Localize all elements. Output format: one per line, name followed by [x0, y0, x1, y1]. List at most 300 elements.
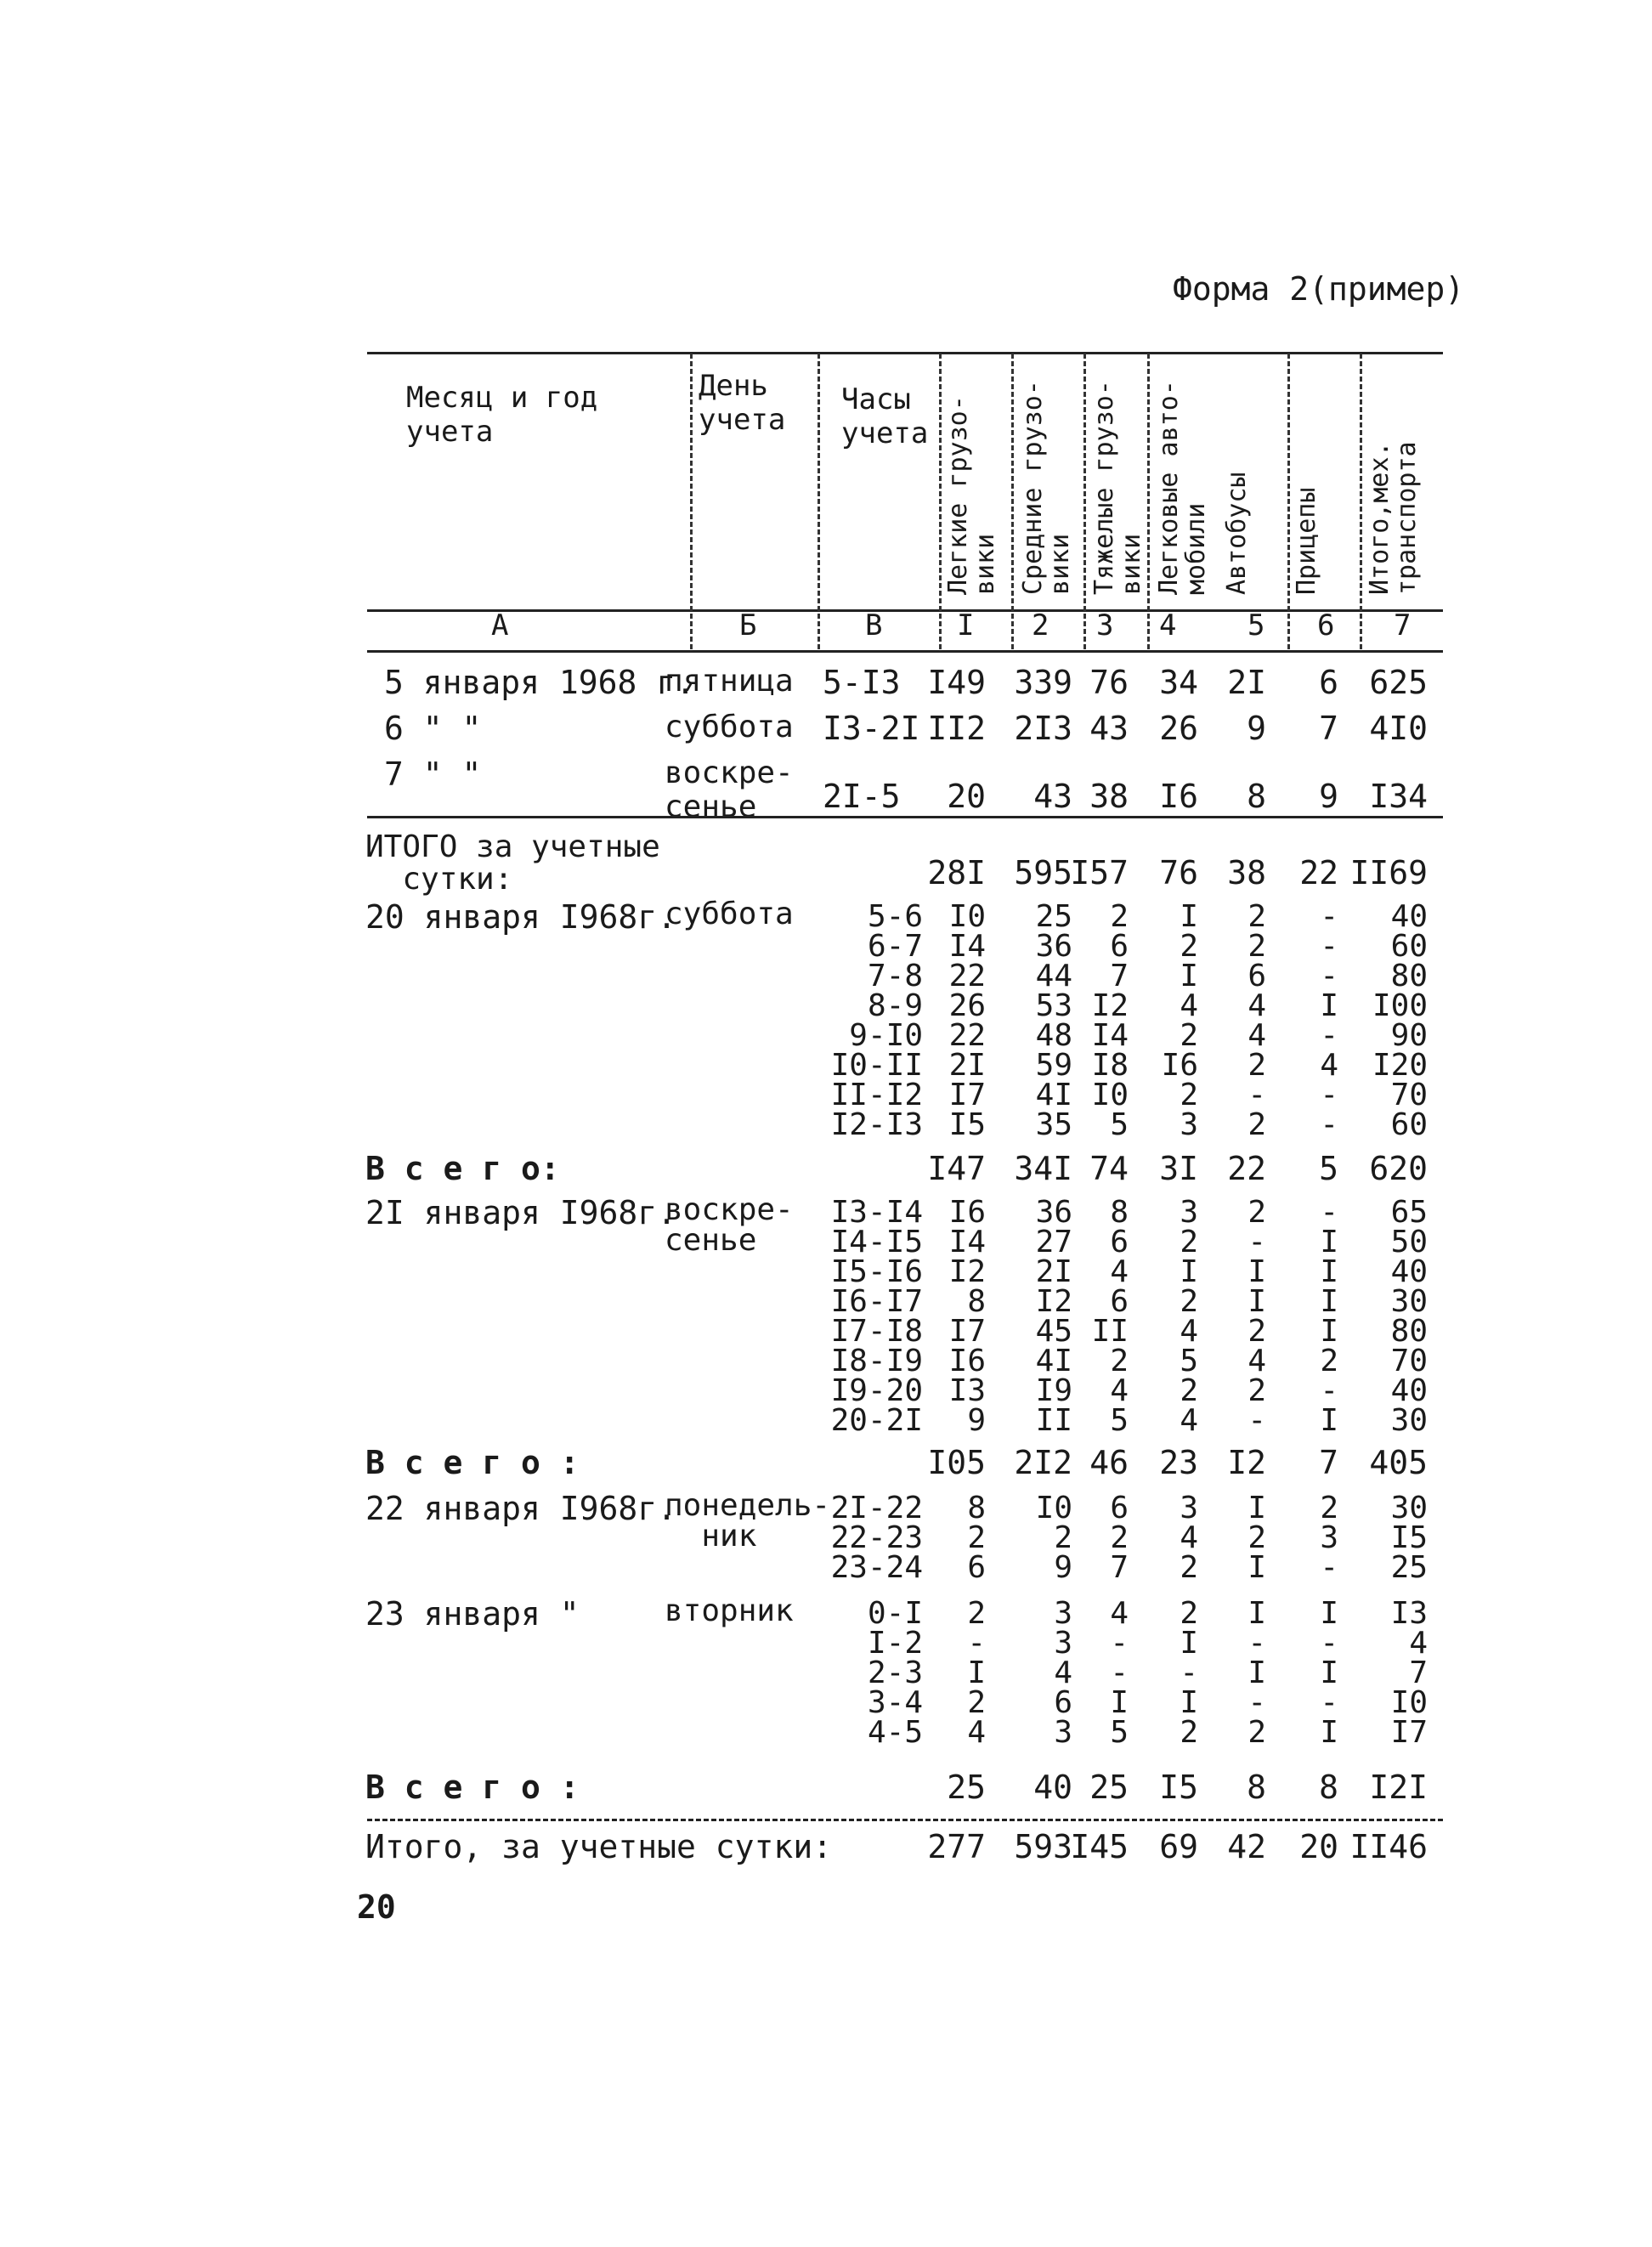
header-month-year: Месяц и год учета: [406, 381, 598, 449]
block-cell: 40: [1390, 1254, 1428, 1289]
section1-total-col-7: II69: [1349, 854, 1428, 891]
block-cell: 8: [967, 1284, 986, 1319]
column-letter: В: [865, 608, 883, 642]
block-cell: 4: [1054, 1656, 1072, 1690]
block-cell: I: [1110, 1685, 1129, 1720]
block-cell: 9: [1054, 1550, 1072, 1585]
header-day: День учета: [699, 369, 786, 437]
block-cell: 4I: [1035, 1078, 1072, 1112]
block-cell: 2: [967, 1685, 986, 1720]
section1-bottom-rule: [367, 816, 1443, 818]
block-total-label: В с е г о :: [365, 1769, 580, 1806]
block-cell: -: [1180, 1656, 1198, 1690]
block-cell: I0: [1390, 1685, 1428, 1720]
section1-total-col-3: I57: [1070, 854, 1129, 891]
block-cell: I6: [1161, 1048, 1198, 1083]
block-total-col-4: 23: [1159, 1444, 1198, 1481]
page-number: 20: [357, 1888, 396, 1926]
block-cell: 4: [1180, 1314, 1198, 1349]
block-cell: -: [1320, 1550, 1338, 1585]
block-hours: 20-2I: [830, 1403, 923, 1438]
block-cell: II: [1035, 1403, 1072, 1438]
block-cell: 7: [1409, 1656, 1428, 1690]
block-cell: 2: [1247, 1715, 1266, 1750]
block-cell: 2: [1054, 1520, 1072, 1555]
block-cell: I2: [948, 1254, 986, 1289]
block-cell: -: [1320, 1078, 1338, 1112]
block-hours: 3-4: [867, 1685, 923, 1720]
block-cell: 2: [967, 1520, 986, 1555]
table-top-rule: [367, 352, 1443, 354]
block-cell: 8: [1110, 1195, 1129, 1230]
block-cell: 6: [1110, 1491, 1129, 1525]
block-hours: I8-I9: [830, 1344, 923, 1378]
block-cell: I4: [1091, 1018, 1129, 1053]
grand-total-col-4: 69: [1159, 1828, 1198, 1865]
block-cell: 5: [1110, 1107, 1129, 1142]
block-cell: 53: [1035, 988, 1072, 1023]
column-letter: 2: [1032, 608, 1049, 642]
block-cell: -: [1110, 1656, 1129, 1690]
block-cell: I: [1247, 1596, 1266, 1631]
section1-total-col-6: 22: [1299, 854, 1338, 891]
block-cell: 6: [967, 1550, 986, 1585]
block-cell: 2: [1247, 1520, 1266, 1555]
block-hours: I4-I5: [830, 1225, 923, 1259]
block-cell: 2: [1180, 1284, 1198, 1319]
section1-row-col-6: 9: [1319, 778, 1338, 815]
section1-row-col-7: 625: [1369, 664, 1428, 701]
column-letter: 7: [1394, 608, 1412, 642]
letters-bottom-rule: [367, 650, 1443, 653]
section1-row-col-3: 43: [1089, 710, 1129, 747]
block-cell: I5: [1390, 1520, 1428, 1555]
block-cell: 2: [1180, 1225, 1198, 1259]
section1-date: 5 января 1968 г.: [384, 664, 696, 701]
block-cell: I: [1320, 1715, 1338, 1750]
block-cell: I: [967, 1656, 986, 1690]
block-cell: 30: [1390, 1491, 1428, 1525]
block-cell: I: [1320, 1656, 1338, 1690]
block-total-col-2: 34I: [1014, 1150, 1072, 1187]
block-total-col-1: I47: [927, 1150, 986, 1187]
block-cell: 2: [1247, 1107, 1266, 1142]
block-hours: 8-9: [867, 988, 923, 1023]
block-total-col-1: 25: [947, 1769, 986, 1806]
block-total-col-4: I5: [1159, 1769, 1198, 1806]
block-total-col-2: 2I2: [1014, 1444, 1072, 1481]
block-cell: 22: [948, 959, 986, 993]
block-total-col-1: I05: [927, 1444, 986, 1481]
block-cell: I: [1320, 1225, 1338, 1259]
block-cell: 5: [1180, 1344, 1198, 1378]
grand-total-rule: [367, 1819, 1443, 1821]
block-cell: 7: [1110, 1550, 1129, 1585]
block-cell: 4: [1247, 1018, 1266, 1053]
header-vertical-col-3: Тяжелые грузо- вики: [1089, 380, 1146, 595]
block-cell: 25: [1390, 1550, 1428, 1585]
block-cell: 80: [1390, 959, 1428, 993]
block-cell: 7: [1110, 959, 1129, 993]
block-hours: 5-6: [867, 899, 923, 934]
block-cell: 36: [1035, 1195, 1072, 1230]
column-letter: 6: [1317, 608, 1335, 642]
block-cell: 4: [1247, 1344, 1266, 1378]
block-cell: I: [1320, 1314, 1338, 1349]
block-cell: 4: [967, 1715, 986, 1750]
block-total-col-6: 8: [1319, 1769, 1338, 1806]
block-cell: -: [1320, 1107, 1338, 1142]
block-cell: I6: [948, 1344, 986, 1378]
block-hours: 4-5: [867, 1715, 923, 1750]
section1-total-col-4: 76: [1159, 854, 1198, 891]
block-cell: 4: [1409, 1626, 1428, 1661]
block-total-col-5: I2: [1227, 1444, 1266, 1481]
section1-row-col-1: II2: [927, 710, 986, 747]
header-vertical-col-1: Легкие грузо- вики: [943, 395, 1000, 595]
block-cell: I6: [948, 1195, 986, 1230]
column-separator: [1287, 354, 1290, 649]
block-cell: 2: [1110, 899, 1129, 934]
block-hours: 23-24: [830, 1550, 923, 1585]
block-total-label: В с е г о :: [365, 1444, 580, 1481]
block-cell: 5: [1110, 1403, 1129, 1438]
section1-day: воскре- сенье: [665, 756, 794, 824]
header-hours: Часы учета: [841, 382, 929, 450]
column-letter: 5: [1247, 608, 1265, 642]
section1-row-col-1: 20: [947, 778, 986, 815]
block-cell: 2: [1180, 1373, 1198, 1408]
column-letter: А: [491, 608, 509, 642]
block-cell: I4: [948, 1225, 986, 1259]
block-cell: I7: [948, 1078, 986, 1112]
block-cell: 8: [967, 1491, 986, 1525]
block-cell: I: [1320, 1284, 1338, 1319]
block-cell: 60: [1390, 1107, 1428, 1142]
block-cell: 6: [1247, 959, 1266, 993]
block-hours: I5-I6: [830, 1254, 923, 1289]
block-total-col-3: 46: [1089, 1444, 1129, 1481]
section1-row-col-1: I49: [927, 664, 986, 701]
column-separator: [1083, 354, 1086, 649]
section1-total-label: ИТОГО за учетные сутки:: [365, 829, 660, 897]
block-cell: 40: [1390, 899, 1428, 934]
block-day: суббота: [665, 897, 794, 931]
block-cell: I0: [1035, 1491, 1072, 1525]
block-total-col-7: 405: [1369, 1444, 1428, 1481]
block-date: 20 января I968г.: [365, 898, 677, 936]
block-total-col-5: 8: [1247, 1769, 1266, 1806]
block-cell: 9: [967, 1403, 986, 1438]
block-cell: -: [1320, 1373, 1338, 1408]
block-cell: 2: [1320, 1491, 1338, 1525]
block-cell: 4: [1110, 1254, 1129, 1289]
block-cell: 2: [1247, 1048, 1266, 1083]
block-cell: I: [1247, 1491, 1266, 1525]
block-total-col-7: I2I: [1369, 1769, 1428, 1806]
section1-row-col-2: 43: [1033, 778, 1072, 815]
block-cell: 2: [1320, 1344, 1338, 1378]
block-hours: I7-I8: [830, 1314, 923, 1349]
block-total-col-7: 620: [1369, 1150, 1428, 1187]
column-letter: I: [957, 608, 975, 642]
section1-date: 6 " ": [384, 710, 482, 747]
block-hours: I3-I4: [830, 1195, 923, 1230]
block-hours: II-I2: [830, 1078, 923, 1112]
block-cell: I20: [1372, 1048, 1428, 1083]
block-cell: 2: [1180, 1596, 1198, 1631]
block-cell: 90: [1390, 1018, 1428, 1053]
block-cell: 60: [1390, 929, 1428, 964]
header-vertical-col-2: Средние грузо- вики: [1018, 380, 1075, 595]
block-cell: 2I: [1035, 1254, 1072, 1289]
block-cell: 70: [1390, 1344, 1428, 1378]
block-cell: 2: [1180, 1078, 1198, 1112]
block-cell: 35: [1035, 1107, 1072, 1142]
block-cell: I0: [948, 899, 986, 934]
block-cell: 22: [948, 1018, 986, 1053]
block-cell: I00: [1372, 988, 1428, 1023]
block-hours: I2-I3: [830, 1107, 923, 1142]
block-cell: I: [1320, 1596, 1338, 1631]
block-cell: 40: [1390, 1373, 1428, 1408]
block-cell: -: [1110, 1626, 1129, 1661]
section1-row-col-2: 2I3: [1014, 710, 1072, 747]
block-cell: I4: [948, 929, 986, 964]
block-cell: I: [1180, 1685, 1198, 1720]
grand-total-col-2: 593: [1014, 1828, 1072, 1865]
section1-row-col-3: 38: [1089, 778, 1129, 815]
section1-row-col-7: 4I0: [1369, 710, 1428, 747]
block-total-col-6: 7: [1319, 1444, 1338, 1481]
block-cell: 50: [1390, 1225, 1428, 1259]
block-day: воскре- сенье: [665, 1192, 794, 1258]
block-cell: 48: [1035, 1018, 1072, 1053]
section1-row-col-2: 339: [1014, 664, 1072, 701]
block-cell: 2: [1247, 1314, 1266, 1349]
block-cell: 2: [1247, 1373, 1266, 1408]
block-cell: -: [1320, 1018, 1338, 1053]
block-total-col-2: 40: [1033, 1769, 1072, 1806]
block-cell: 30: [1390, 1284, 1428, 1319]
block-total-col-6: 5: [1319, 1150, 1338, 1187]
header-vertical-col-7: Итого,мех. транспорта: [1365, 441, 1422, 595]
form-label: Форма 2(пример): [1173, 270, 1465, 308]
block-hours: 2-3: [867, 1656, 923, 1690]
section1-total-col-1: 28I: [927, 854, 986, 891]
block-cell: 4: [1180, 1403, 1198, 1438]
section1-row-col-4: I6: [1159, 778, 1198, 815]
block-cell: 4: [1180, 1520, 1198, 1555]
block-cell: I: [1320, 1254, 1338, 1289]
section1-day: суббота: [665, 710, 794, 744]
column-separator: [818, 354, 820, 649]
block-cell: I: [1247, 1254, 1266, 1289]
block-cell: I: [1247, 1550, 1266, 1585]
block-cell: 25: [1035, 899, 1072, 934]
block-cell: 2: [1180, 929, 1198, 964]
block-day: понедель- ник: [665, 1488, 831, 1554]
block-cell: 2I: [948, 1048, 986, 1083]
block-hours: 6-7: [867, 929, 923, 964]
block-cell: 3: [1054, 1715, 1072, 1750]
block-cell: I5: [948, 1107, 986, 1142]
block-cell: 4: [1247, 988, 1266, 1023]
block-hours: 0-I: [867, 1596, 923, 1631]
header-bottom-rule: [367, 609, 1443, 612]
block-cell: I: [1320, 988, 1338, 1023]
section1-row-col-4: 26: [1159, 710, 1198, 747]
block-date: 2I января I968г.: [365, 1194, 677, 1231]
block-hours: 7-8: [867, 959, 923, 993]
block-cell: I3: [1390, 1596, 1428, 1631]
block-hours: I9-20: [830, 1373, 923, 1408]
section1-hours: I3-2I: [823, 710, 920, 747]
block-cell: -: [1247, 1626, 1266, 1661]
header-vertical-col-5: Автобусы: [1222, 472, 1252, 595]
block-hours: 9-I0: [849, 1018, 923, 1053]
block-cell: -: [1320, 899, 1338, 934]
block-hours: I0-II: [830, 1048, 923, 1083]
block-day: вторник: [665, 1593, 794, 1628]
grand-total-col-3: I45: [1070, 1828, 1129, 1865]
column-separator: [1360, 354, 1362, 649]
block-cell: 3: [1180, 1491, 1198, 1525]
block-cell: I: [1180, 899, 1198, 934]
block-cell: 2: [1247, 1195, 1266, 1230]
section1-total-col-5: 38: [1227, 854, 1266, 891]
block-cell: 3: [1180, 1195, 1198, 1230]
block-cell: -: [1247, 1403, 1266, 1438]
grand-total-col-6: 20: [1299, 1828, 1338, 1865]
block-cell: -: [1320, 1685, 1338, 1720]
grand-total-label: Итого, за учетные сутки:: [365, 1828, 833, 1865]
column-separator: [939, 354, 942, 649]
column-separator: [1011, 354, 1014, 649]
section1-total-col-2: 595: [1014, 854, 1072, 891]
block-date: 22 января I968г.: [365, 1490, 677, 1527]
block-cell: -: [1320, 959, 1338, 993]
block-cell: 4I: [1035, 1344, 1072, 1378]
section1-row-col-4: 34: [1159, 664, 1198, 701]
block-cell: 70: [1390, 1078, 1428, 1112]
section1-hours: 2I-5: [823, 778, 901, 815]
block-cell: I2: [1091, 988, 1129, 1023]
section1-row-col-5: 8: [1247, 778, 1266, 815]
block-cell: I: [1180, 959, 1198, 993]
block-cell: -: [1247, 1078, 1266, 1112]
block-cell: I: [1247, 1284, 1266, 1319]
block-cell: I: [1180, 1626, 1198, 1661]
block-total-col-4: 3I: [1159, 1150, 1198, 1187]
section1-row-col-7: I34: [1369, 778, 1428, 815]
section1-row-col-3: 76: [1089, 664, 1129, 701]
block-cell: 30: [1390, 1403, 1428, 1438]
block-cell: 4: [1320, 1048, 1338, 1083]
block-cell: I8: [1091, 1048, 1129, 1083]
grand-total-col-5: 42: [1227, 1828, 1266, 1865]
block-cell: I: [1180, 1254, 1198, 1289]
section1-row-col-6: 6: [1319, 664, 1338, 701]
block-cell: I7: [1390, 1715, 1428, 1750]
block-cell: 2: [1247, 929, 1266, 964]
block-hours: I-2: [867, 1626, 923, 1661]
block-cell: -: [1247, 1685, 1266, 1720]
block-cell: I7: [948, 1314, 986, 1349]
block-hours: 22-23: [830, 1520, 923, 1555]
grand-total-col-7: II46: [1349, 1828, 1428, 1865]
block-cell: 2: [1180, 1715, 1198, 1750]
block-cell: 4: [1180, 988, 1198, 1023]
block-cell: 36: [1035, 929, 1072, 964]
block-cell: II: [1091, 1314, 1129, 1349]
block-cell: 4: [1110, 1373, 1129, 1408]
block-cell: -: [1247, 1225, 1266, 1259]
block-cell: 27: [1035, 1225, 1072, 1259]
header-vertical-col-4: Легковые авто- мобили: [1154, 380, 1211, 595]
block-hours: I6-I7: [830, 1284, 923, 1319]
column-letter: 4: [1159, 608, 1177, 642]
block-cell: 2: [967, 1596, 986, 1631]
block-cell: 4: [1110, 1596, 1129, 1631]
block-cell: 65: [1390, 1195, 1428, 1230]
block-total-col-5: 22: [1227, 1150, 1266, 1187]
block-cell: 80: [1390, 1314, 1428, 1349]
block-cell: 3: [1054, 1626, 1072, 1661]
block-cell: I2: [1035, 1284, 1072, 1319]
block-cell: I3: [948, 1373, 986, 1408]
column-letter: Б: [739, 608, 757, 642]
header-vertical-col-6: Прицепы: [1292, 487, 1321, 595]
block-cell: 2: [1180, 1550, 1198, 1585]
section1-row-col-5: 2I: [1227, 664, 1266, 701]
block-cell: 44: [1035, 959, 1072, 993]
column-separator: [690, 354, 693, 649]
block-cell: 3: [1054, 1596, 1072, 1631]
block-total-label: В с е г о:: [365, 1150, 560, 1187]
block-cell: 6: [1054, 1685, 1072, 1720]
block-total-col-3: 74: [1089, 1150, 1129, 1187]
block-cell: I: [1320, 1403, 1338, 1438]
section1-hours: 5-I3: [823, 664, 901, 701]
block-cell: 6: [1110, 1225, 1129, 1259]
grand-total-col-1: 277: [927, 1828, 986, 1865]
block-cell: -: [1320, 1626, 1338, 1661]
section1-day: пятница: [665, 664, 794, 699]
block-cell: I: [1247, 1656, 1266, 1690]
block-hours: 2I-22: [830, 1491, 923, 1525]
block-cell: 26: [948, 988, 986, 1023]
block-date: 23 января ": [365, 1595, 580, 1633]
block-cell: 6: [1110, 929, 1129, 964]
block-cell: 3: [1320, 1520, 1338, 1555]
block-cell: -: [1320, 1195, 1338, 1230]
section1-row-col-6: 7: [1319, 710, 1338, 747]
block-cell: 2: [1247, 899, 1266, 934]
block-cell: I9: [1035, 1373, 1072, 1408]
block-cell: 2: [1180, 1018, 1198, 1053]
block-cell: 3: [1180, 1107, 1198, 1142]
section1-date: 7 " ": [384, 756, 482, 793]
block-cell: 2: [1110, 1344, 1129, 1378]
block-cell: 6: [1110, 1284, 1129, 1319]
column-separator: [1147, 354, 1150, 649]
block-total-col-3: 25: [1089, 1769, 1129, 1806]
block-cell: 5: [1110, 1715, 1129, 1750]
block-cell: 2: [1110, 1520, 1129, 1555]
column-letter: 3: [1096, 608, 1114, 642]
block-cell: -: [1320, 929, 1338, 964]
